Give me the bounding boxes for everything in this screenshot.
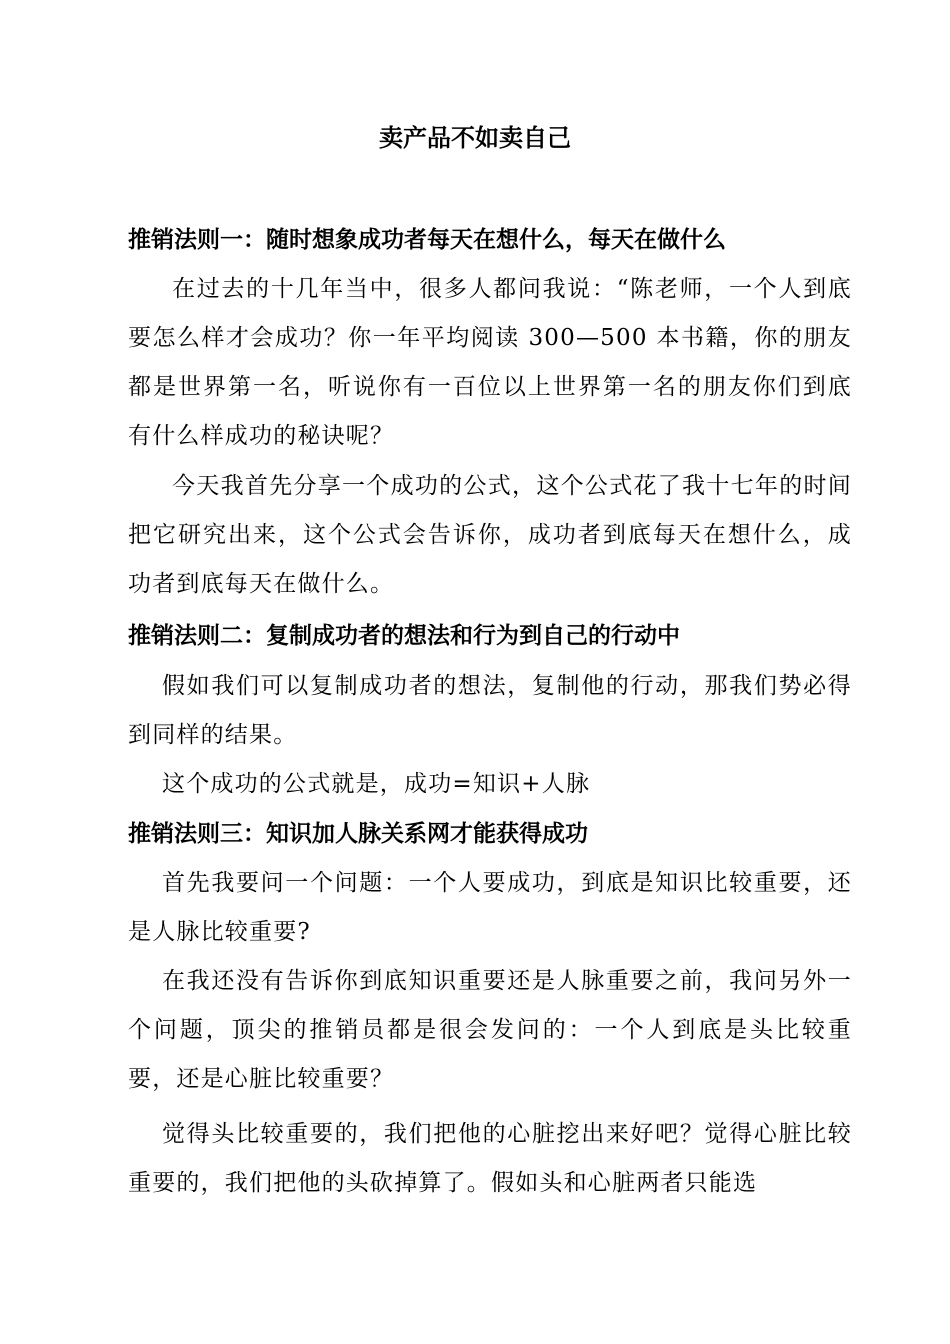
section-2-paragraph-2: 这个成功的公式就是，成功=知识+人脉	[162, 771, 591, 797]
document-title: 卖产品不如卖自己	[379, 124, 571, 152]
section-heading-2: 推销法则二：复制成功者的想法和行为到自己的行动中	[128, 623, 680, 649]
section-3-paragraph-1: 首先我要问一个问题：一个人要成功，到底是知识比较重要，还是人脉比较重要?	[128, 870, 852, 945]
section-3-paragraph-2: 在我还没有告诉你到底知识重要还是人脉重要之前，我问另外一个问题，顶尖的推销员都是很会发问的：一个人到底是头比较重要，还是心脏比较重要？	[128, 968, 852, 1092]
section-heading-1: 推销法则一：随时想象成功者每天在想什么，每天在做什么	[128, 227, 726, 253]
section-1-paragraph-1: 在过去的十几年当中，很多人都问我说：“陈老师，一个人到底要怎么样才会成功？你一年平均阅读 300—500 本书籍，你的朋友都是世界第一名，听说你有一百位以上世界第一名的朋友你们到底有什么样成功的秘诀呢？	[128, 276, 852, 449]
section-heading-3: 推销法则三：知识加人脉关系网才能获得成功	[128, 821, 588, 847]
section-1-paragraph-2: 今天我首先分享一个成功的公式，这个公式花了我十七年的时间把它研究出来，这个公式会告诉你，成功者到底每天在想什么，成功者到底每天在做什么。	[128, 473, 852, 597]
section-3-paragraph-3: 觉得头比较重要的，我们把他的心脏挖出来好吧？觉得心脏比较重要的，我们把他的头砍掉算了。假如头和心脏两者只能选	[128, 1121, 852, 1196]
section-2-paragraph-1: 假如我们可以复制成功者的想法，复制他的行动，那我们势必得到同样的结果。	[128, 673, 852, 748]
